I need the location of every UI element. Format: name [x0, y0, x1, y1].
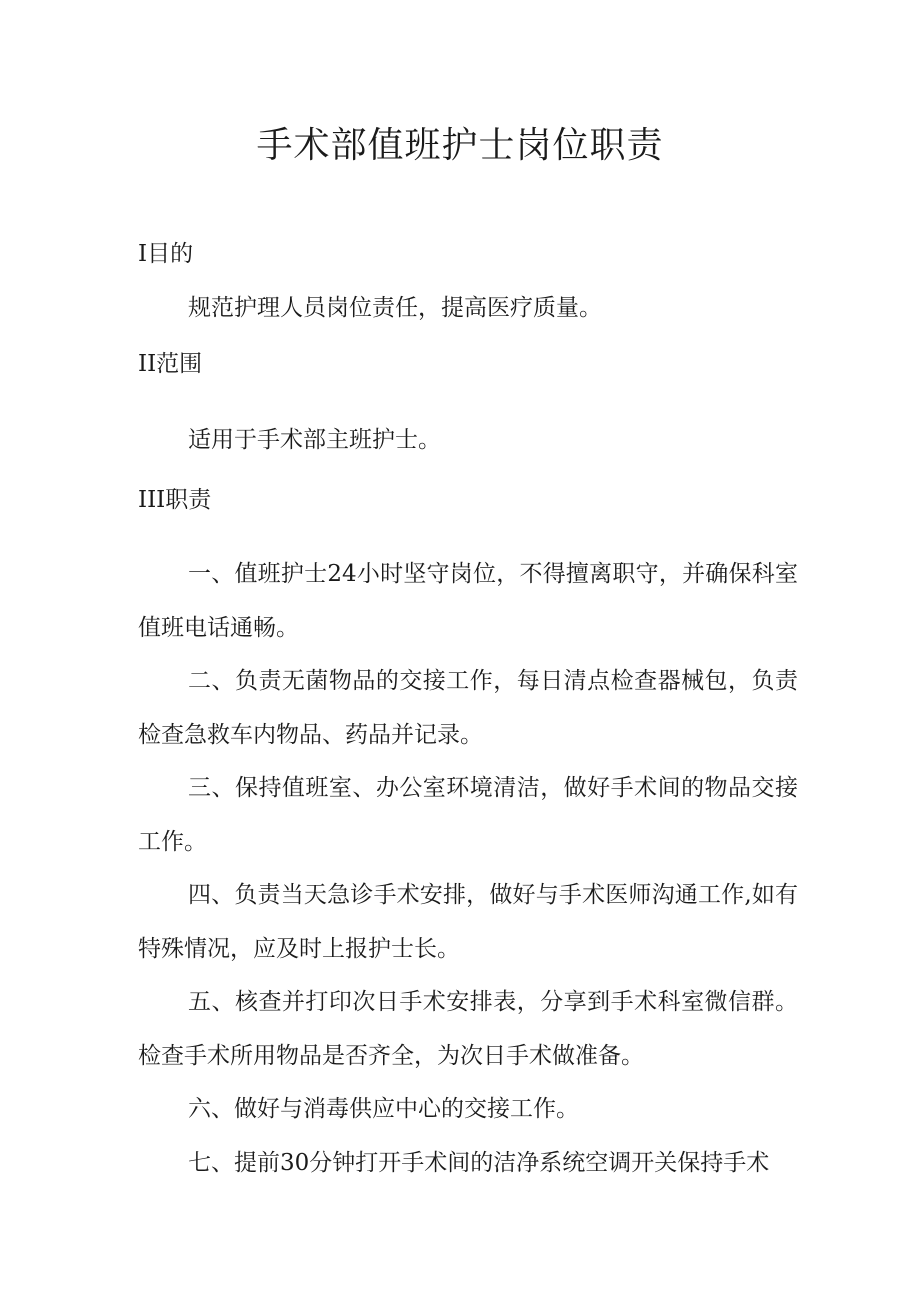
duty-item-3: 三、保持值班室、办公室环境清洁，做好手术间的物品交接工作。: [138, 775, 798, 855]
section-body-scope: 适用于手术部主班护士。: [188, 427, 441, 453]
document-title: 手术部值班护士岗位职责: [256, 125, 664, 166]
section-heading-duties: III职责: [138, 487, 212, 513]
section-body-purpose: 规范护理人员岗位责任，提高医疗质量。: [188, 295, 602, 321]
duty-item-5: 五、核查并打印次日手术安排表，分享到手术科室微信群。检查手术所用物品是否齐全，为次日手术做准备。: [138, 989, 798, 1069]
duty-item-4: 四、负责当天急诊手术安排，做好与手术医师沟通工作,如有特殊情况，应及时上报护士长。: [138, 882, 798, 962]
section-heading-purpose: I目的: [138, 241, 194, 267]
section-heading-scope: II范围: [138, 351, 203, 377]
duty-item-2: 二、负责无菌物品的交接工作，每日清点检查器械包，负责检查急救车内物品、药品并记录。: [138, 668, 798, 748]
duty-item-6: 六、做好与消毒供应中心的交接工作。: [188, 1096, 579, 1122]
duties-list: [138, 548, 798, 1190]
duty-item-1: 一、值班护士24小时坚守岗位，不得擅离职守，并确保科室值班电话通畅。: [138, 561, 798, 641]
duty-item-7: 七、提前30分钟打开手术间的洁净系统空调开关保持手术: [188, 1149, 770, 1176]
